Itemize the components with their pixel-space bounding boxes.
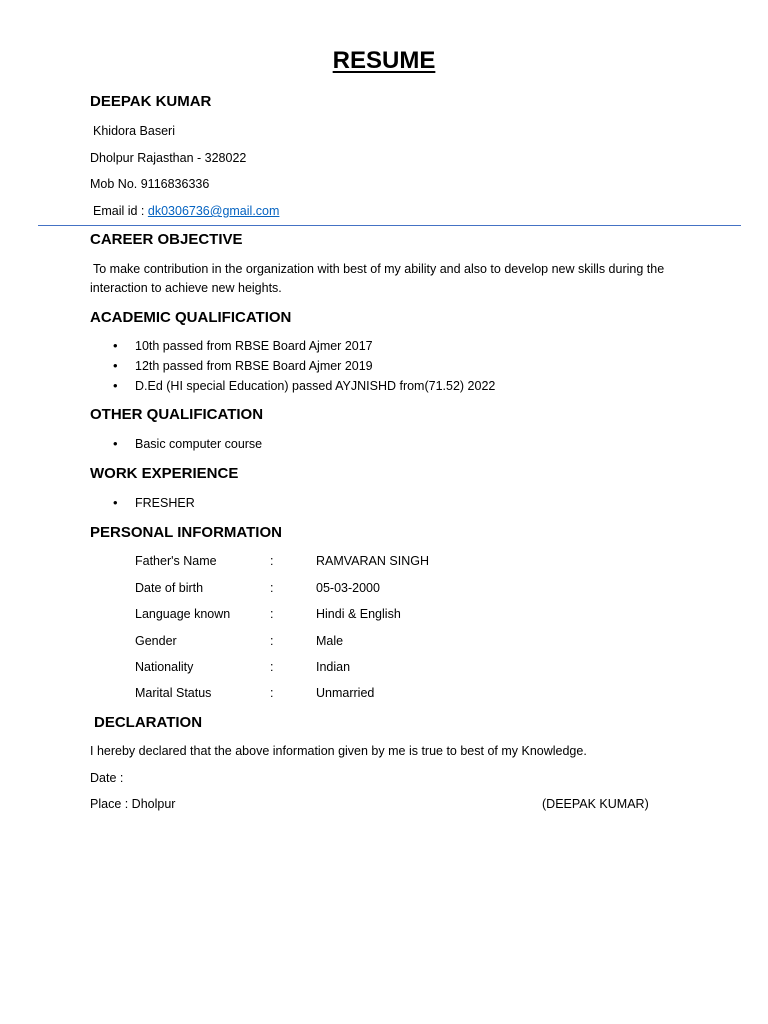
personal-info-value: Unmarried: [316, 686, 375, 700]
signature-name: (DEEPAK KUMAR): [542, 797, 649, 811]
bullet-icon: •: [113, 495, 118, 510]
personal-info-row-marital-status: [135, 684, 655, 702]
personal-info-separator: :: [270, 554, 274, 568]
other-qualification-list: [90, 434, 262, 454]
declaration-heading: DECLARATION: [94, 714, 203, 731]
list-item: [90, 434, 262, 454]
personal-info-label: Father's Name: [135, 554, 217, 568]
address-line-1: Khidora Baseri: [93, 124, 175, 138]
bullet-icon: •: [113, 436, 118, 451]
academic-qualification-list: [90, 336, 495, 396]
personal-info-label: Nationality: [135, 660, 194, 674]
personal-info-separator: :: [270, 581, 274, 595]
date-label: Date :: [90, 771, 124, 785]
list-item: [90, 356, 495, 376]
personal-info-row-gender: [135, 632, 655, 650]
list-item-text: Basic computer course: [135, 437, 263, 451]
personal-info-value: Male: [316, 634, 344, 648]
list-item-text: D.Ed (HI special Education) passed AYJNISHD from(71.52) 2022: [135, 379, 496, 393]
personal-info-separator: :: [270, 686, 274, 700]
email-label: Email id :: [93, 204, 148, 218]
other-qualification-heading: OTHER QUALIFICATION: [90, 406, 264, 423]
academic-qualification-heading: ACADEMIC QUALIFICATION: [90, 309, 292, 326]
mobile-number: Mob No. 9116836336: [90, 177, 210, 191]
bullet-icon: •: [113, 338, 118, 353]
list-item-text: 12th passed from RBSE Board Ajmer 2019: [135, 359, 373, 373]
resume-title: RESUME: [332, 47, 436, 74]
email-link[interactable]: dk0306736@gmail.com: [147, 204, 280, 218]
email-row: [93, 203, 279, 219]
career-objective-heading: CAREER OBJECTIVE: [90, 231, 243, 248]
personal-info-separator: :: [270, 660, 274, 674]
personal-info-separator: :: [270, 607, 274, 621]
personal-info-label: Language known: [135, 607, 231, 621]
personal-information-heading: PERSONAL INFORMATION: [90, 524, 282, 541]
personal-info-value: Hindi & English: [316, 607, 401, 621]
work-experience-heading: WORK EXPERIENCE: [90, 465, 239, 482]
list-item: [90, 336, 495, 356]
personal-info-value: Indian: [316, 660, 351, 674]
personal-info-label: Marital Status: [135, 686, 212, 700]
place-label: Place : Dholpur: [90, 797, 176, 811]
list-item-text: 10th passed from RBSE Board Ajmer 2017: [135, 339, 373, 353]
personal-info-row-date-of-birth: [135, 579, 655, 597]
personal-info-label: Date of birth: [135, 581, 204, 595]
personal-info-row-fathers-name: [135, 552, 655, 570]
candidate-name: DEEPAK KUMAR: [90, 93, 212, 110]
personal-info-label: Gender: [135, 634, 177, 648]
list-item-text: FRESHER: [135, 496, 195, 510]
career-objective-text: To make contribution in the organization with best of my ability and also to develop new skills during the interaction to achieve new heights.: [90, 262, 665, 295]
header-divider: [38, 225, 741, 226]
bullet-icon: •: [113, 358, 118, 373]
personal-info-separator: :: [270, 634, 274, 648]
personal-info-row-nationality: [135, 658, 655, 676]
declaration-text: I hereby declared that the above information given by me is true to best of my Knowledge.: [90, 744, 587, 758]
bullet-icon: •: [113, 378, 118, 393]
list-item: [90, 493, 195, 513]
personal-info-value: 05-03-2000: [316, 581, 380, 595]
list-item: [90, 376, 495, 396]
work-experience-list: [90, 493, 195, 513]
address-line-2: Dholpur Rajasthan - 328022: [90, 151, 247, 165]
personal-info-row-language-known: [135, 605, 655, 623]
personal-info-value: RAMVARAN SINGH: [316, 554, 429, 568]
